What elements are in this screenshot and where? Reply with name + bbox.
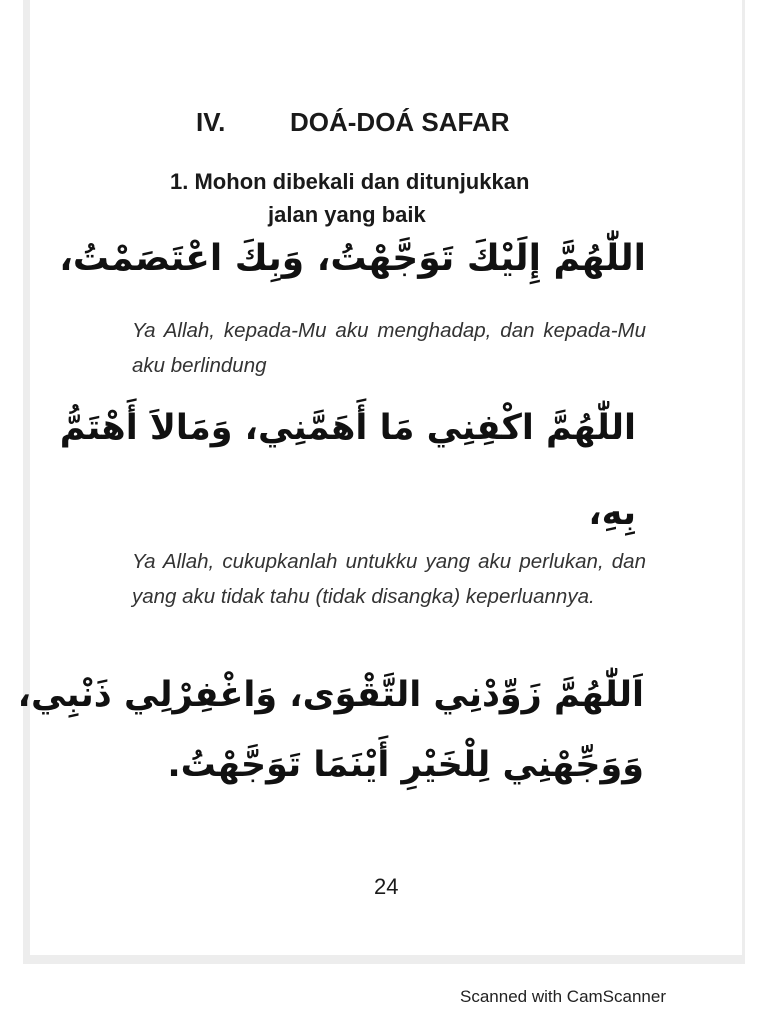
prayer-1-translation: Ya Allah, kepada-Mu aku menghadap, dan kepada-Mu aku berlindung bbox=[132, 319, 646, 377]
prayer-2-arabic-line2: بِهِ، bbox=[588, 493, 636, 533]
page-number: 24 bbox=[374, 874, 399, 899]
prayer-1-arabic: اللّٰهُمَّ إِلَيْكَ تَوَجَّهْتُ، وَبِكَ اعْتَصَمْتُ، bbox=[59, 238, 646, 279]
scanner-watermark: Scanned with CamScanner bbox=[460, 987, 667, 1006]
item-title-line2: jalan yang baik bbox=[268, 202, 426, 227]
item-title-line1: Mohon dibekali dan ditunjukkan bbox=[194, 169, 530, 194]
prayer-3-arabic-line1: اَللّٰهُمَّ زَوِّدْنِي التَّقْوَى، وَاغْفِرْلِي ذَنْبِي، bbox=[17, 675, 644, 715]
book-page bbox=[30, 0, 742, 955]
item-number: 1. bbox=[170, 169, 189, 194]
section-title: DOÁ-DOÁ SAFAR bbox=[290, 107, 510, 137]
prayer-2-translation: Ya Allah, cukupkanlah untukku yang aku perlukan, dan yang aku tidak tahu (tidak disangka) keperluannya. bbox=[132, 550, 646, 608]
section-number: IV. bbox=[196, 107, 226, 137]
section-heading bbox=[196, 107, 510, 138]
item-heading bbox=[170, 165, 630, 231]
prayer-2-arabic-line1: اللّٰهُمَّ اكْفِنِي مَا أَهَمَّنِي، وَمَالاَ أَهْتَمُّ bbox=[59, 408, 636, 448]
prayer-3-arabic-line2: وَوَجِّهْنِي لِلْخَيْرِ أَيْنَمَا تَوَجَّهْتُ. bbox=[167, 745, 644, 785]
